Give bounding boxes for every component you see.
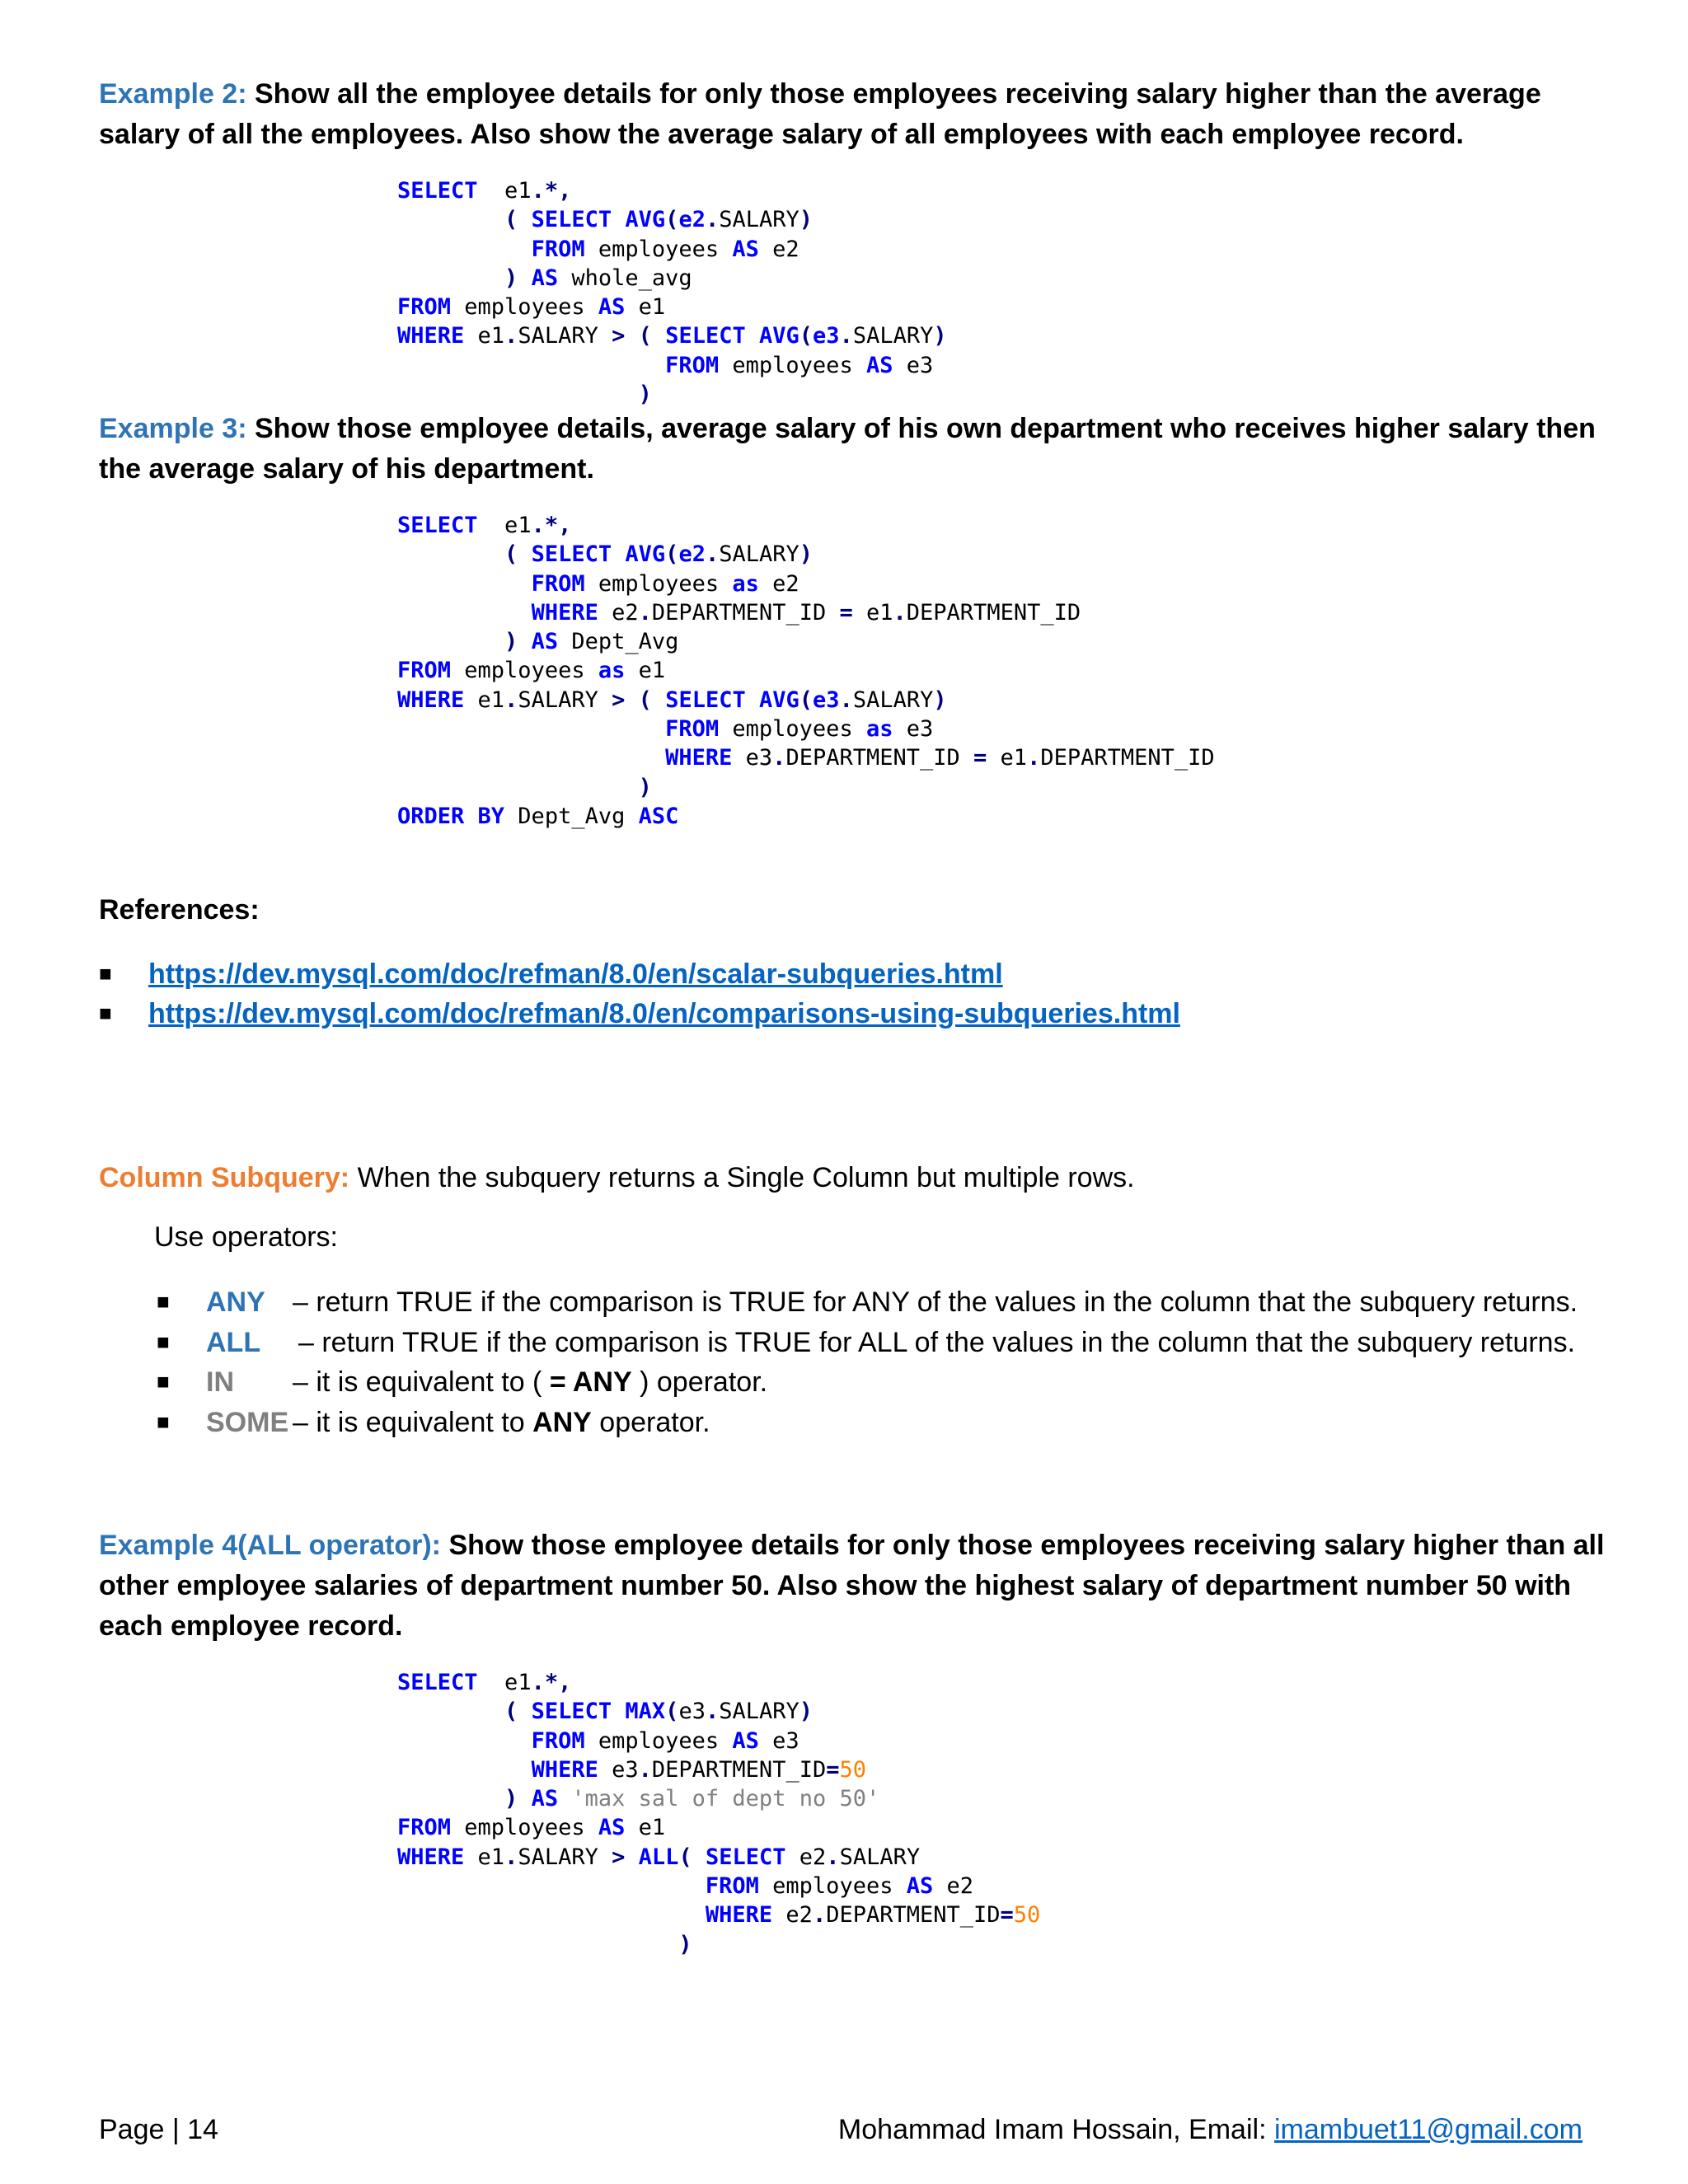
operator-description-bold: = ANY — [542, 1366, 632, 1398]
bullet-icon: ■ — [157, 1408, 170, 1434]
bullet-icon: ■ — [157, 1369, 170, 1394]
footer-author-text: Mohammad Imam Hossain, Email: — [837, 2114, 1274, 2145]
operator-item-any — [157, 1282, 1578, 1322]
example-4-label: Example 4(ALL operator): — [99, 1530, 442, 1561]
example-2-code: SELECT e1.*, ( SELECT AVG(e2.SALARY) FROM employees AS e2 ) AS whole_avg FROM employees AS e1 WHERE e1.SALARY > ( SELECT AVG(e3.SALARY) FROM employees AS e3 ) — [397, 178, 947, 408]
reference-item — [99, 954, 1003, 995]
operator-name: ANY — [206, 1286, 265, 1318]
example-3-text: Show those employee details, average salary of his own department who receives higher salary then the average salary of his department. — [99, 413, 1596, 485]
operator-description: – it is equivalent to ( — [293, 1366, 542, 1398]
bullet-icon: ■ — [157, 1329, 170, 1354]
operator-description: – return TRUE if the comparison is TRUE for ALL of the values in the column that the subquery returns. — [298, 1326, 1576, 1358]
operator-description: – return TRUE if the comparison is TRUE for ANY of the values in the column that the subquery returns. — [293, 1286, 1578, 1318]
example-3-label: Example 3: — [99, 413, 247, 444]
operator-item-some — [157, 1402, 1578, 1442]
example-4-text: Show those employee details for only those employees receiving salary higher than all other employee salaries of department number 50. Also show the highest salary of department number 50 with each employee record. — [99, 1530, 1605, 1642]
bullet-icon: ■ — [99, 1001, 112, 1025]
operators-list — [157, 1282, 1578, 1441]
use-operators-label: Use operators: — [154, 1221, 338, 1253]
footer-email-link[interactable]: imambuet11@gmail.com — [1273, 2114, 1582, 2145]
references-title: References: — [99, 894, 260, 926]
operator-name: ALL — [206, 1326, 261, 1358]
example-4-description — [99, 1526, 1607, 1647]
reference-link-comparisons-using-subqueries[interactable]: https://dev.mysql.com/doc/refman/8.0/en/comparisons-using-subqueries.html — [148, 998, 1180, 1029]
column-subquery-label: Column Subquery: — [99, 1162, 350, 1193]
operator-description-end: operator. — [591, 1406, 710, 1438]
footer-author — [838, 2111, 1582, 2148]
example-2-text: Show all the employee details for only those employees receiving salary higher than the average salary of all the employees. Also show the average salary of all employees with each employee record. — [99, 78, 1541, 150]
reference-link-scalar-subqueries[interactable]: https://dev.mysql.com/doc/refman/8.0/en/scalar-subqueries.html — [148, 958, 1003, 990]
operator-description: – it is equivalent to — [293, 1406, 533, 1438]
reference-item — [99, 993, 1180, 1034]
example-3-description — [99, 409, 1607, 490]
example-2-label: Example 2: — [99, 78, 247, 110]
bullet-icon: ■ — [157, 1289, 170, 1314]
operator-description-bold: ANY — [532, 1406, 592, 1438]
column-subquery-text: When the subquery returns a Single Column but multiple rows. — [357, 1162, 1135, 1193]
operator-item-in — [157, 1361, 1578, 1402]
page-number: Page | 14 — [99, 2114, 218, 2145]
operator-item-all — [157, 1322, 1578, 1362]
operator-description-end: ) operator. — [631, 1366, 768, 1398]
example-4-code: SELECT e1.*, ( SELECT MAX(e3.SALARY) FROM employees AS e3 WHERE e3.DEPARTMENT_ID=50 ) AS 'max sal of dept no 50' FROM employees AS e1 WHERE e1.SALARY > ALL( SELECT e2.SALARY FROM employees AS e2 WHERE e2.DEPARTMENT_ID=50 ) — [397, 1670, 1041, 1957]
example-3-code: SELECT e1.*, ( SELECT AVG(e2.SALARY) FROM employees as e2 WHERE e2.DEPARTMENT_ID = e1.DEPARTMENT_ID ) AS Dept_Avg FROM employees as e1 WHERE e1.SALARY > ( SELECT AVG(e3.SALARY) FROM employees as e3 WHERE e3.DEPARTMENT_ID = e1.DEPARTMENT_ID ) ORDER BY Dept_Avg ASC — [397, 513, 1215, 829]
column-subquery-description — [99, 1158, 1607, 1198]
example-2-description — [99, 74, 1607, 155]
operator-name: IN — [206, 1366, 234, 1398]
operator-name: SOME — [206, 1406, 289, 1438]
bullet-icon: ■ — [99, 961, 112, 986]
